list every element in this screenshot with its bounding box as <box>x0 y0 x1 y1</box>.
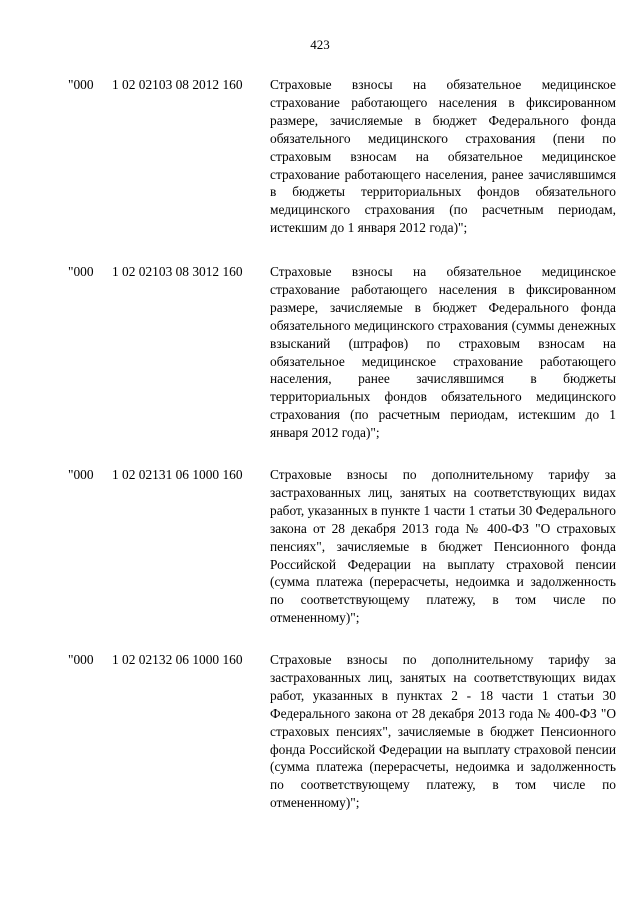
entry-description: Страховые взносы по дополнительному тарифу за застрахованных лиц, занятых на соответствующих видах работ, указанных в пунктах 2 - 18 части 1 статьи 30 Федерального закона от 28 декабря 2013 года № 400-ФЗ "О страховых пенсиях", зачисляемые в бюджет Пенсионного фонда Российской Федерации на выплату страховой пенсии (сумма платежа (перерасчеты, недоимка и задолженность по соответствующему платежу, в том числе по отмененному)"; <box>270 652 616 811</box>
entry-code-number: 1 02 02103 08 3012 160 <box>112 264 243 279</box>
entry-code-prefix: "000 <box>68 652 94 667</box>
entry-description: Страховые взносы по дополнительному тарифу за застрахованных лиц, занятых на соответствующих видах работ, указанных в пункте 1 части 1 статьи 30 Федерального закона от 28 декабря 2013 года № 400-ФЗ "О страховых пенсиях", зачисляемые в бюджет Пенсионного фонда Российской Федерации на выплату страховой пенсии (сумма платежа (перерасчеты, недоимка и задолженность по соответствующему платежу, в том числе по отмененному)"; <box>270 467 616 626</box>
entry-code-number: 1 02 02103 08 2012 160 <box>112 77 243 92</box>
entry-code-number: 1 02 02132 06 1000 160 <box>112 652 243 667</box>
entry-code <box>68 76 268 94</box>
page-number: 423 <box>310 37 330 52</box>
entry-code <box>68 263 268 281</box>
entry-code-prefix: "000 <box>68 77 94 92</box>
entry-code <box>68 466 268 484</box>
entry-code-prefix: "000 <box>68 264 94 279</box>
entry-code-number: 1 02 02131 06 1000 160 <box>112 467 243 482</box>
entry-description: Страховые взносы на обязательное медицинское страхование работающего населения в фиксированном размере, зачисляемые в бюджет Федерального фонда обязательного медицинского страхования (пени по страховым взносам на обязательное медицинское страхование работающего населения, ранее зачислявшимся в бюджеты территориальных фондов обязательного медицинского страхования (по расчетным периодам, истекшим до 1 января 2012 года)"; <box>270 77 616 236</box>
entry-code-prefix: "000 <box>68 467 94 482</box>
entry-description: Страховые взносы на обязательное медицинское страхование работающего населения в фиксированном размере, зачисляемые в бюджет Федерального фонда обязательного медицинского страхования (суммы денежных взысканий (штрафов) по страховым взносам на обязательное медицинское страхование работающего населения, ранее зачислявшимся в бюджеты территориальных фондов обязательного медицинского страхования (по расчетным периодам, истекшим до 1 января 2012 года)"; <box>270 264 616 441</box>
entry-code <box>68 651 268 669</box>
